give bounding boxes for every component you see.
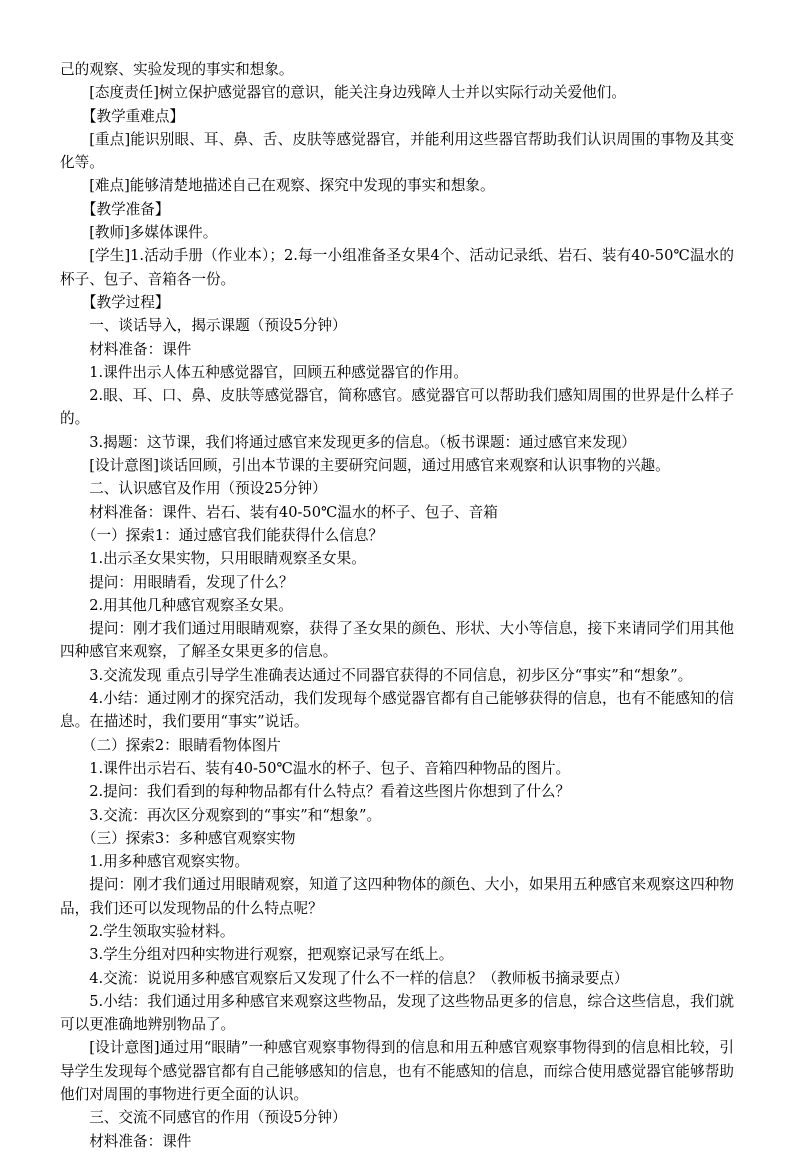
paragraph: [重点]能识别眼、耳、鼻、舌、皮肤等感觉器官，并能利用这些器官帮助我们认识周围的事物及其变化等。 (60, 130, 734, 172)
section-heading: 【教学准备】 (81, 200, 170, 218)
paragraph: 2.学生领取实验材料。 (89, 922, 235, 940)
paragraph: 提问：刚才我们通过用眼睛观察，知道了这四种物体的颜色、大小，如果用五种感官来观察这四种物品，我们还可以发现物品的什么特点呢？ (60, 876, 734, 917)
paragraph: 2.提问：我们看到的每种物品都有什么特点？看着这些图片你想到了什么？ (89, 783, 571, 801)
paragraph: 己的观察、实验发现的事实和想象。 (60, 61, 294, 78)
subsection-heading: （一）探索1：通过感官我们能获得什么信息？ (81, 526, 384, 544)
section-heading: 【教学重难点】 (81, 107, 185, 125)
paragraph: 材料准备：课件、岩石、装有40-50℃温水的杯子、包子、音箱 (89, 503, 498, 521)
subsection-heading: 三、交流不同感官的作用（预设5分钟） (89, 1109, 347, 1127)
paragraph: 3.交流：再次区分观察到的“事实”和“想象”。 (89, 806, 382, 824)
section-heading: 【教学过程】 (81, 293, 170, 311)
paragraph: [难点]能够清楚地描述自己在观察、探究中发现的事实和想象。 (89, 177, 495, 195)
paragraph: [设计意图]通过用“眼睛”一种感官观察事物得到的信息和用五种感官观察事物得到的信息相比较，引导学生发现每个感觉器官都有自己能够感知的信息，也有不能感知的信息，而综合使用感觉器官能够帮助他们对周围的事物进行更全面的认识。 (60, 1039, 734, 1104)
paragraph: 2.用其他几种感官观察圣女果。 (89, 596, 293, 614)
paragraph: 1.课件出示人体五种感觉器官，回顾五种感觉器官的作用。 (89, 363, 468, 381)
paragraph: 材料准备：课件 (89, 340, 192, 358)
document-body (60, 58, 734, 1153)
paragraph: [教师]多媒体课件。 (89, 224, 218, 242)
paragraph: [学生]1.活动手册（作业本）；2.每一小组准备圣女果4个、活动记录纸、岩石、装有40-50℃温水的杯子、包子、音箱各一份。 (60, 247, 734, 288)
paragraph: 1.课件出示岩石、装有40-50℃温水的杯子、包子、音箱四种物品的图片。 (89, 759, 571, 777)
paragraph: 3.学生分组对四种实物进行观察，把观察记录写在纸上。 (89, 946, 454, 964)
paragraph: 4.交流：说说用多种感官观察后又发现了什么不一样的信息？（教师板书摘录要点） (89, 969, 629, 987)
subsection-heading: 一、谈话导入，揭示课题（预设5分钟） (89, 317, 347, 335)
paragraph: 3.揭题：这节课，我们将通过感官来发现更多的信息。（板书课题：通过感官来发现） (89, 433, 636, 451)
paragraph: 提问：刚才我们通过用眼睛观察，获得了圣女果的颜色、形状、大小等信息，接下来请同学们用其他四种感官来观察，了解圣女果更多的信息。 (60, 620, 734, 661)
paragraph: 3.交流发现 重点引导学生准确表达通过不同器官获得的不同信息，初步区分“事实”和“想象”。 (89, 666, 693, 684)
paragraph: 材料准备：课件 (89, 1132, 192, 1150)
paragraph: 提问：用眼睛看，发现了什么？ (89, 573, 294, 591)
paragraph: 1.用多种感官观察实物。 (89, 853, 250, 871)
paragraph: [设计意图]谈话回顾，引出本节课的主要研究问题，通过用感官来观察和认识事物的兴趣。 (89, 457, 670, 475)
paragraph: [态度责任]树立保护感觉器官的意识，能关注身边残障人士并以实际行动关爱他们。 (89, 84, 626, 102)
paragraph: 5.小结：我们通过用多种感官来观察这些物品，发现了这些物品更多的信息，综合这些信息，我们就可以更准确地辨别物品了。 (60, 992, 734, 1034)
subsection-heading: 二、认识感官及作用（预设25分钟） (89, 480, 327, 498)
paragraph: 2.眼、耳、口、鼻、皮肤等感觉器官，简称感官。感觉器官可以帮助我们感知周围的世界是什么样子的。 (60, 387, 734, 428)
paragraph: 1.出示圣女果实物，只用眼睛观察圣女果。 (89, 550, 366, 568)
subsection-heading: （二）探索2：眼睛看物体图片 (81, 736, 281, 754)
subsection-heading: （三）探索3：多种感官观察实物 (81, 829, 296, 847)
paragraph: 4.小结：通过刚才的探究活动，我们发现每个感觉器官都有自己能够获得的信息，也有不能感知的信息。在描述时，我们要用“事实”说话。 (60, 690, 734, 731)
